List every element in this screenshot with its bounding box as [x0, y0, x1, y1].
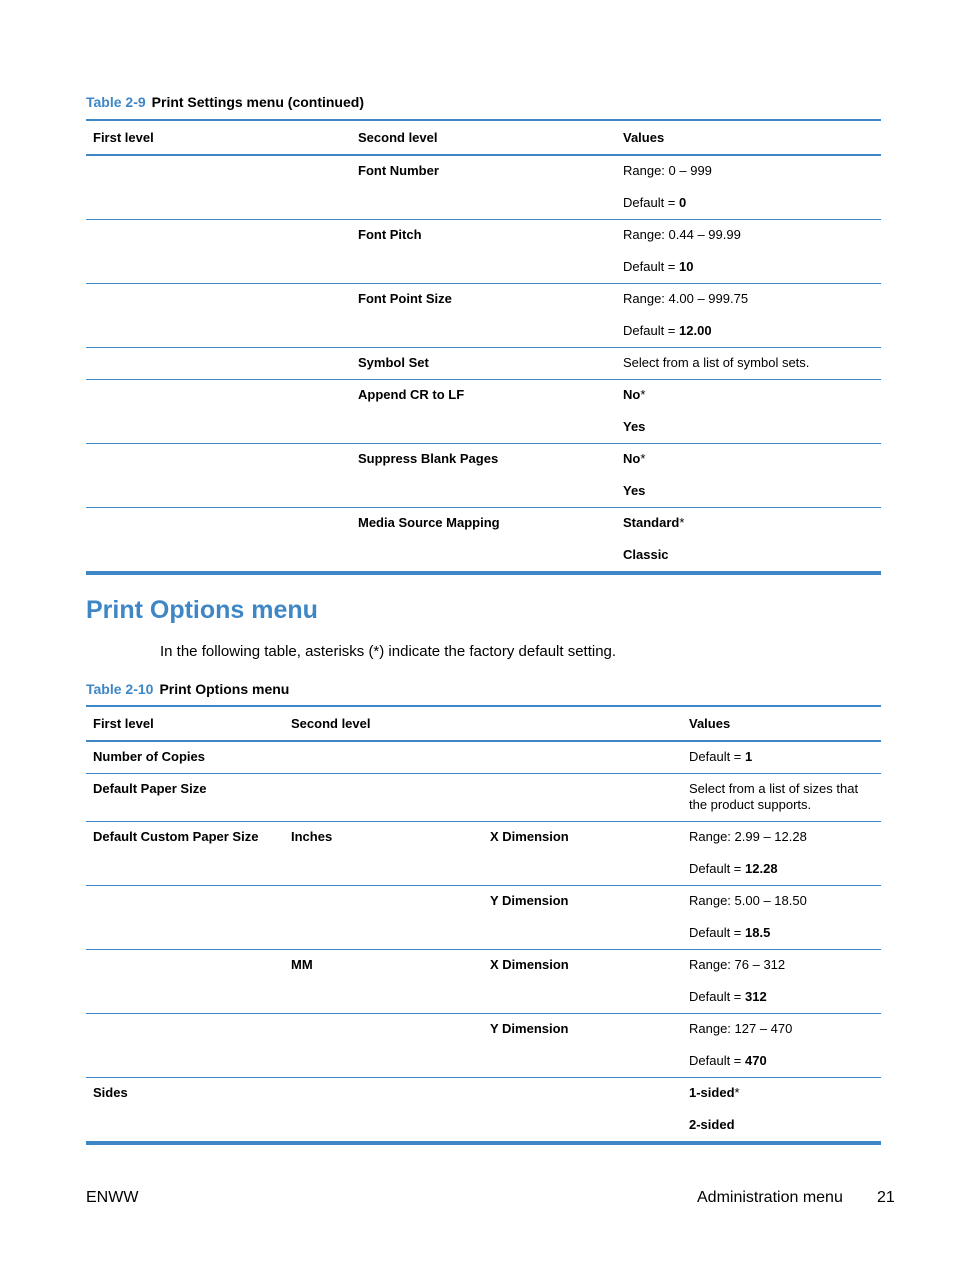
column-header: First level: [93, 130, 154, 145]
values-cell: [682, 822, 881, 886]
value-emphasis: 312: [745, 989, 767, 1004]
table-row: [86, 220, 881, 284]
value-emphasis: 10: [679, 259, 694, 274]
values-cell: [616, 508, 881, 574]
value-text: Select from a list of sizes that the product supports.: [689, 781, 859, 812]
third-cell: Y Dimension: [483, 1014, 682, 1078]
column-header: [483, 706, 682, 741]
value-line: [623, 547, 874, 563]
print-options-table: [86, 705, 881, 1145]
value-line: [623, 419, 874, 435]
value-emphasis: 12.28: [745, 861, 778, 876]
value-text: Default =: [623, 259, 680, 274]
first-cell: [86, 950, 284, 1014]
value-line: [689, 989, 874, 1005]
table-row: [86, 774, 881, 822]
value-line: [623, 515, 874, 531]
values-cell: [682, 950, 881, 1014]
second-cell: Font Point Size: [351, 284, 616, 348]
value-text: Range: 0 – 999: [623, 163, 712, 178]
values-cell: [682, 1078, 881, 1144]
second-cell: Media Source Mapping: [351, 508, 616, 574]
second-cell: Append CR to LF: [351, 380, 616, 444]
second-cell: Font Number: [351, 155, 616, 220]
third-cell: [483, 1078, 682, 1144]
value-text: Default =: [689, 989, 746, 1004]
first-cell: Sides: [86, 1078, 284, 1144]
value-text: Range: 127 – 470: [689, 1021, 793, 1036]
third-cell: [483, 774, 682, 822]
values-cell: [616, 284, 881, 348]
page-number: 21: [877, 1189, 895, 1206]
value-emphasis: Classic: [623, 547, 669, 562]
value-line: [689, 749, 874, 765]
value-text: Range: 0.44 – 99.99: [623, 227, 741, 242]
value-text: Default =: [689, 749, 746, 764]
table-title: Print Settings menu (continued): [151, 94, 364, 110]
first-cell: Number of Copies: [86, 741, 284, 774]
table-row: [86, 741, 881, 774]
third-cell: Y Dimension: [483, 886, 682, 950]
value-emphasis: 18.5: [745, 925, 771, 940]
value-emphasis: Yes: [623, 483, 646, 498]
default-marker: *: [640, 451, 646, 466]
value-emphasis: 1-sided: [689, 1085, 735, 1100]
print-settings-table: [86, 119, 881, 575]
table-row: [86, 348, 881, 380]
value-text: Default =: [623, 323, 680, 338]
footer-section: Administration menu: [697, 1189, 843, 1206]
column-header: Second level: [291, 716, 371, 731]
value-line: [689, 957, 874, 973]
value-emphasis: 0: [679, 195, 687, 210]
value-line: [689, 893, 874, 909]
value-emphasis: 470: [745, 1053, 767, 1068]
table-row: [86, 284, 881, 348]
values-cell: [682, 886, 881, 950]
value-line: [689, 781, 874, 813]
value-line: [623, 355, 874, 371]
value-text: Range: 5.00 – 18.50: [689, 893, 807, 908]
table-row: [86, 950, 881, 1014]
third-cell: [483, 741, 682, 774]
value-text: Default =: [623, 195, 680, 210]
table-row: [86, 1014, 881, 1078]
column-header: Values: [623, 130, 665, 145]
third-cell: X Dimension: [483, 950, 682, 1014]
values-cell: [616, 155, 881, 220]
value-line: [623, 451, 874, 467]
table-row: [86, 444, 881, 508]
table-row: [86, 1078, 881, 1144]
value-emphasis: 12.00: [679, 323, 712, 338]
second-cell: MM: [284, 950, 483, 1014]
value-emphasis: 1: [745, 749, 753, 764]
second-cell: [284, 1014, 483, 1078]
second-cell: [284, 886, 483, 950]
value-text: Default =: [689, 925, 746, 940]
section-heading: Print Options menu: [86, 596, 318, 624]
third-cell: X Dimension: [483, 822, 682, 886]
table-caption: [86, 94, 364, 110]
first-cell: [86, 380, 351, 444]
value-line: [689, 829, 874, 845]
table-row: [86, 886, 881, 950]
first-cell: [86, 155, 351, 220]
value-line: [689, 1021, 874, 1037]
second-cell: Suppress Blank Pages: [351, 444, 616, 508]
value-line: [623, 259, 874, 275]
table-row: [86, 155, 881, 220]
second-cell: Symbol Set: [351, 348, 616, 380]
second-cell: [284, 774, 483, 822]
value-line: [689, 1085, 874, 1101]
table-caption: [86, 681, 289, 697]
first-cell: [86, 886, 284, 950]
value-line: [623, 483, 874, 499]
value-line: [623, 291, 874, 307]
first-cell: [86, 348, 351, 380]
value-emphasis: Standard: [623, 515, 680, 530]
column-header: Values: [689, 716, 731, 731]
footer-left: ENWW: [86, 1189, 139, 1206]
default-marker: *: [679, 515, 685, 530]
first-cell: [86, 1014, 284, 1078]
second-cell: [284, 1078, 483, 1144]
column-header: First level: [93, 716, 154, 731]
value-line: [689, 1053, 874, 1069]
table-row: [86, 508, 881, 574]
table-number: Table 2-9: [86, 94, 146, 110]
value-line: [623, 387, 874, 403]
values-cell: [616, 348, 881, 380]
value-emphasis: No: [623, 387, 641, 402]
value-line: [689, 861, 874, 877]
value-text: Select from a list of symbol sets.: [623, 355, 810, 370]
second-cell: Inches: [284, 822, 483, 886]
second-cell: Font Pitch: [351, 220, 616, 284]
first-cell: [86, 284, 351, 348]
value-line: [689, 1117, 874, 1133]
values-cell: [616, 220, 881, 284]
value-text: Range: 4.00 – 999.75: [623, 291, 749, 306]
column-header: Second level: [358, 130, 438, 145]
value-line: [623, 323, 874, 339]
table-row: [86, 822, 881, 886]
value-line: [623, 227, 874, 243]
table-title: Print Options menu: [159, 681, 290, 697]
first-cell: Default Paper Size: [86, 774, 284, 822]
value-text: Default =: [689, 861, 746, 876]
first-cell: [86, 444, 351, 508]
first-cell: Default Custom Paper Size: [86, 822, 284, 886]
value-emphasis: No: [623, 451, 641, 466]
value-emphasis: 2-sided: [689, 1117, 735, 1132]
values-cell: [682, 741, 881, 774]
default-marker: *: [640, 387, 646, 402]
value-line: [689, 925, 874, 941]
values-cell: [682, 1014, 881, 1078]
table-number: Table 2-10: [86, 681, 154, 697]
first-cell: [86, 220, 351, 284]
table-row: [86, 380, 881, 444]
values-cell: [616, 380, 881, 444]
value-text: Range: 2.99 – 12.28: [689, 829, 807, 844]
second-cell: [284, 741, 483, 774]
value-text: Range: 76 – 312: [689, 957, 786, 972]
value-line: [623, 195, 874, 211]
intro-paragraph: In the following table, asterisks (*) indicate the factory default setting.: [160, 643, 617, 660]
values-cell: [616, 444, 881, 508]
value-emphasis: Yes: [623, 419, 646, 434]
value-line: [623, 163, 874, 179]
first-cell: [86, 508, 351, 574]
default-marker: *: [734, 1085, 740, 1100]
value-text: Default =: [689, 1053, 746, 1068]
values-cell: [682, 774, 881, 822]
